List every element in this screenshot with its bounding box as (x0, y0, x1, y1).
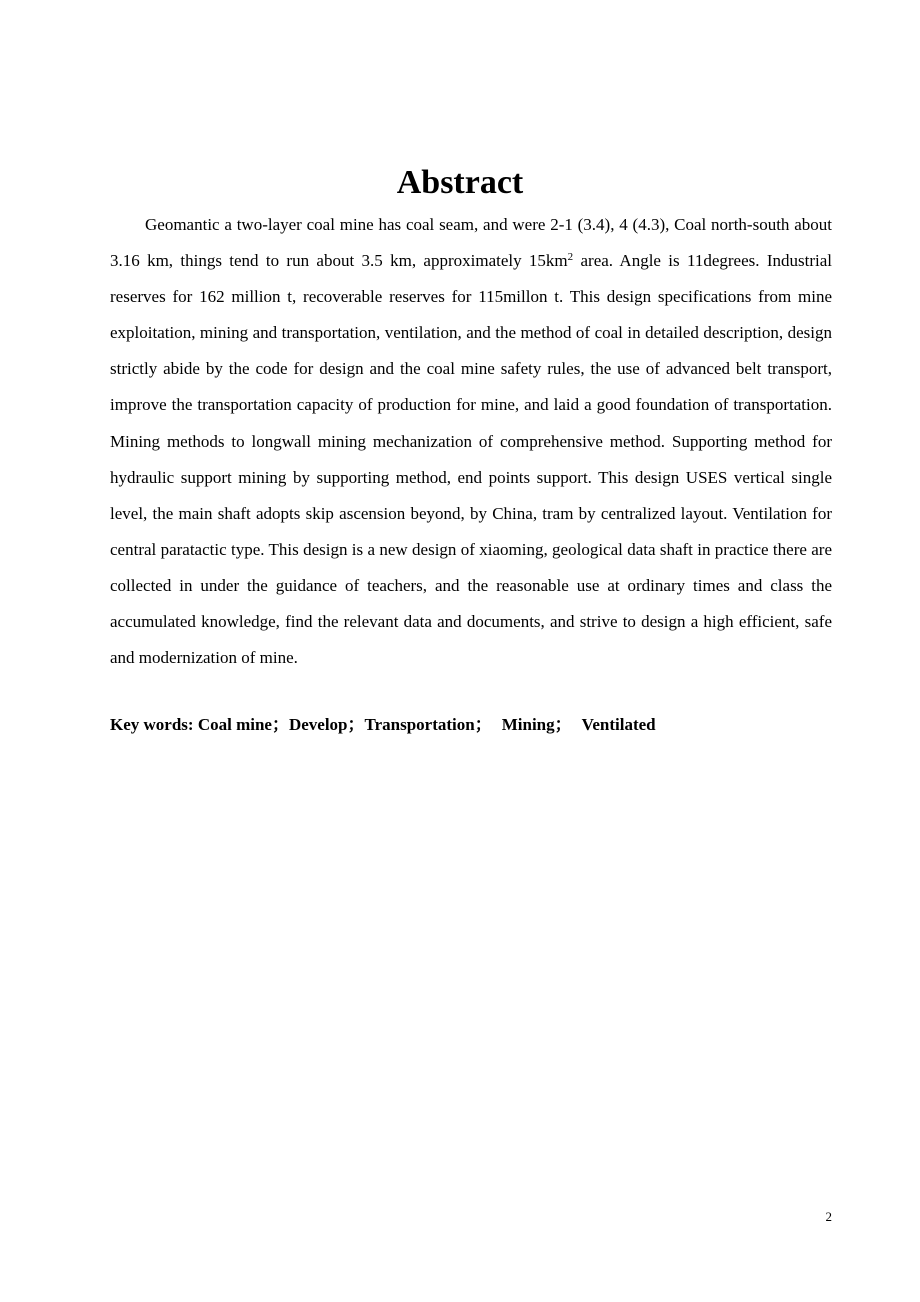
abstract-paragraph (110, 207, 832, 676)
keyword-separator: ； (271, 715, 289, 734)
keyword-separator: ； (474, 715, 492, 734)
abstract-text-part-1: Geomantic a two-layer coal mine has coal seam, and were 2-1 (3.4), 4 (4.3), Coal north-south about 3.16 km, things tend to run about 3.5 km, approximately 15km (110, 215, 832, 271)
keyword-item: Mining (501, 715, 555, 734)
keyword-separator: ； (347, 715, 365, 734)
area-unit-superscript: 2 (567, 251, 574, 264)
keyword-separator: ； (554, 715, 572, 734)
keyword-item: Coal mine (197, 715, 272, 734)
keyword-item: Develop (288, 715, 348, 734)
page-number: 2 (825, 1209, 832, 1224)
keywords-line (110, 713, 832, 737)
keyword-item: Transportation (364, 715, 475, 734)
abstract-title: Abstract (396, 164, 524, 201)
abstract-text-part-2: area. Angle is 11degrees. Industrial reserves for 162 million t, recoverable reserves for 115millon t. This design specifications from mine exploitation, mining and transportation, ventilation, and the method of coal in detailed description, design strictly abide by the code for design and the coal mine safety rules, the use of advanced belt transport, improve the transportation capacity of production for mine, and laid a good foundation of transportation. Mining methods to longwall mining mechanization of comprehensive method. Supporting method for hydraulic support mining by supporting method, end points support. This design USES vertical single level, the main shaft adopts skip ascension beyond, by China, tram by centralized layout. Ventilation for central paratactic type. This design is a new design of xiaoming, geological data shaft in practice there are collected in under the guidance of teachers, and the reasonable use at ordinary times and class the accumulated knowledge, find the relevant data and documents, and strive to design a high efficient, safe and modernization of mine. (110, 251, 832, 668)
keyword-item: Ventilated (581, 715, 656, 734)
keywords-label: Key words: (110, 715, 198, 734)
